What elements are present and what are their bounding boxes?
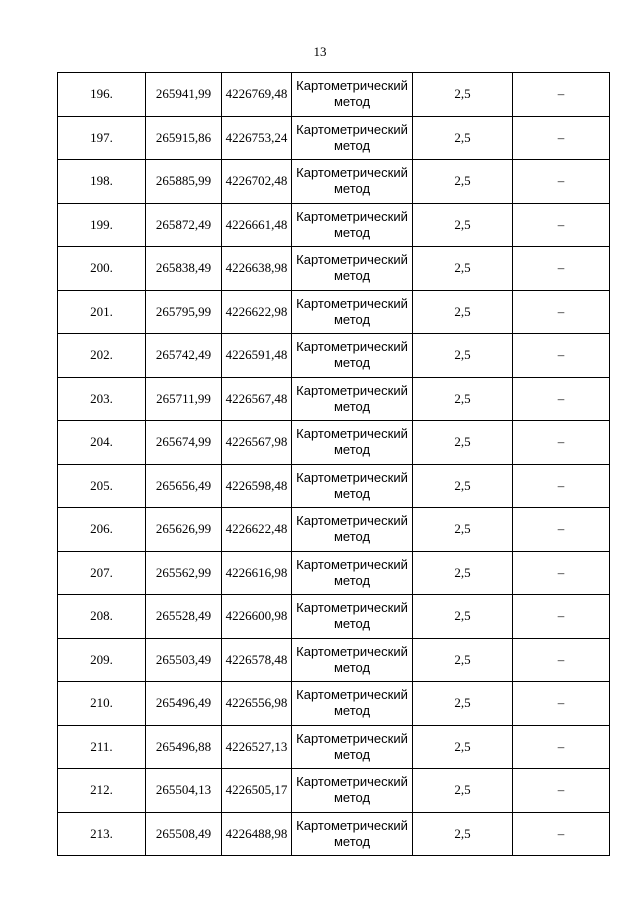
point-number-cell: 213.	[58, 812, 146, 856]
method-cell	[292, 160, 413, 204]
method-line-1: Картометрический	[296, 208, 408, 224]
table-row	[58, 203, 610, 247]
table-row	[58, 551, 610, 595]
method-line-1: Картометрический	[296, 600, 408, 616]
point-number-cell: 199.	[58, 203, 146, 247]
note-cell: –	[513, 812, 610, 856]
method-line-2: метод	[333, 616, 371, 632]
method-cell	[292, 682, 413, 726]
y-coordinate-cell: 4226598,48	[222, 464, 292, 508]
table-row	[58, 334, 610, 378]
accuracy-cell: 2,5	[413, 73, 513, 117]
method-line-1: Картометрический	[296, 78, 408, 94]
accuracy-cell: 2,5	[413, 595, 513, 639]
method-line-1: Картометрический	[296, 513, 408, 529]
method-line-1: Картометрический	[296, 687, 408, 703]
method-line-1: Картометрический	[296, 817, 408, 833]
table-row	[58, 812, 610, 856]
method-line-2: метод	[333, 181, 371, 197]
point-number-cell: 204.	[58, 421, 146, 465]
note-cell: –	[513, 290, 610, 334]
table-row	[58, 682, 610, 726]
method-cell	[292, 595, 413, 639]
accuracy-cell: 2,5	[413, 203, 513, 247]
note-cell: –	[513, 203, 610, 247]
method-cell	[292, 551, 413, 595]
y-coordinate-cell: 4226616,98	[222, 551, 292, 595]
point-number-cell: 197.	[58, 116, 146, 160]
method-line-1: Картометрический	[296, 730, 408, 746]
accuracy-cell: 2,5	[413, 725, 513, 769]
point-number-cell: 196.	[58, 73, 146, 117]
y-coordinate-cell: 4226661,48	[222, 203, 292, 247]
y-coordinate-cell: 4226505,17	[222, 769, 292, 813]
point-number-cell: 209.	[58, 638, 146, 682]
method-line-1: Картометрический	[296, 774, 408, 790]
accuracy-cell: 2,5	[413, 769, 513, 813]
method-line-2: метод	[333, 833, 371, 849]
table-row	[58, 725, 610, 769]
method-cell	[292, 377, 413, 421]
method-line-2: метод	[333, 703, 371, 719]
method-cell	[292, 812, 413, 856]
x-coordinate-cell: 265872,49	[146, 203, 222, 247]
x-coordinate-cell: 265496,88	[146, 725, 222, 769]
table-row	[58, 160, 610, 204]
point-number-cell: 203.	[58, 377, 146, 421]
table-row	[58, 464, 610, 508]
x-coordinate-cell: 265503,49	[146, 638, 222, 682]
note-cell: –	[513, 595, 610, 639]
accuracy-cell: 2,5	[413, 116, 513, 160]
note-cell: –	[513, 377, 610, 421]
note-cell: –	[513, 769, 610, 813]
method-line-2: метод	[333, 94, 371, 110]
method-cell	[292, 638, 413, 682]
method-cell	[292, 769, 413, 813]
method-cell	[292, 290, 413, 334]
accuracy-cell: 2,5	[413, 377, 513, 421]
point-number-cell: 208.	[58, 595, 146, 639]
y-coordinate-cell: 4226769,48	[222, 73, 292, 117]
method-line-2: метод	[333, 224, 371, 240]
x-coordinate-cell: 265504,13	[146, 769, 222, 813]
note-cell: –	[513, 116, 610, 160]
note-cell: –	[513, 73, 610, 117]
table-row	[58, 116, 610, 160]
x-coordinate-cell: 265742,49	[146, 334, 222, 378]
coordinates-table	[57, 72, 610, 856]
x-coordinate-cell: 265915,86	[146, 116, 222, 160]
y-coordinate-cell: 4226591,48	[222, 334, 292, 378]
point-number-cell: 206.	[58, 508, 146, 552]
note-cell: –	[513, 160, 610, 204]
point-number-cell: 212.	[58, 769, 146, 813]
accuracy-cell: 2,5	[413, 334, 513, 378]
accuracy-cell: 2,5	[413, 551, 513, 595]
method-line-2: метод	[333, 311, 371, 327]
x-coordinate-cell: 265496,49	[146, 682, 222, 726]
x-coordinate-cell: 265528,49	[146, 595, 222, 639]
y-coordinate-cell: 4226556,98	[222, 682, 292, 726]
table-row	[58, 73, 610, 117]
method-line-1: Картометрический	[296, 469, 408, 485]
note-cell: –	[513, 682, 610, 726]
method-line-2: метод	[333, 398, 371, 414]
note-cell: –	[513, 551, 610, 595]
method-line-1: Картометрический	[296, 121, 408, 137]
x-coordinate-cell: 265795,99	[146, 290, 222, 334]
accuracy-cell: 2,5	[413, 638, 513, 682]
method-cell	[292, 334, 413, 378]
y-coordinate-cell: 4226753,24	[222, 116, 292, 160]
point-number-cell: 207.	[58, 551, 146, 595]
y-coordinate-cell: 4226622,98	[222, 290, 292, 334]
x-coordinate-cell: 265838,49	[146, 247, 222, 291]
table-row	[58, 247, 610, 291]
x-coordinate-cell: 265885,99	[146, 160, 222, 204]
point-number-cell: 201.	[58, 290, 146, 334]
note-cell: –	[513, 247, 610, 291]
method-cell	[292, 421, 413, 465]
x-coordinate-cell: 265562,99	[146, 551, 222, 595]
table-row	[58, 638, 610, 682]
y-coordinate-cell: 4226567,98	[222, 421, 292, 465]
method-line-2: метод	[333, 746, 371, 762]
method-cell	[292, 464, 413, 508]
note-cell: –	[513, 464, 610, 508]
method-line-2: метод	[333, 442, 371, 458]
method-line-1: Картометрический	[296, 382, 408, 398]
note-cell: –	[513, 638, 610, 682]
table-row	[58, 595, 610, 639]
method-line-1: Картометрический	[296, 643, 408, 659]
accuracy-cell: 2,5	[413, 421, 513, 465]
method-line-1: Картометрический	[296, 295, 408, 311]
x-coordinate-cell: 265674,99	[146, 421, 222, 465]
method-line-1: Картометрический	[296, 252, 408, 268]
x-coordinate-cell: 265711,99	[146, 377, 222, 421]
method-line-2: метод	[333, 572, 371, 588]
method-cell	[292, 116, 413, 160]
method-line-1: Картометрический	[296, 426, 408, 442]
x-coordinate-cell: 265656,49	[146, 464, 222, 508]
point-number-cell: 200.	[58, 247, 146, 291]
y-coordinate-cell: 4226638,98	[222, 247, 292, 291]
point-number-cell: 211.	[58, 725, 146, 769]
y-coordinate-cell: 4226488,98	[222, 812, 292, 856]
table-row	[58, 377, 610, 421]
point-number-cell: 210.	[58, 682, 146, 726]
table-row	[58, 290, 610, 334]
method-line-2: метод	[333, 268, 371, 284]
table-row	[58, 508, 610, 552]
accuracy-cell: 2,5	[413, 464, 513, 508]
method-cell	[292, 247, 413, 291]
note-cell: –	[513, 725, 610, 769]
table-row	[58, 769, 610, 813]
accuracy-cell: 2,5	[413, 160, 513, 204]
method-line-1: Картометрический	[296, 165, 408, 181]
method-cell	[292, 203, 413, 247]
y-coordinate-cell: 4226567,48	[222, 377, 292, 421]
method-line-2: метод	[333, 529, 371, 545]
method-cell	[292, 508, 413, 552]
y-coordinate-cell: 4226527,13	[222, 725, 292, 769]
accuracy-cell: 2,5	[413, 682, 513, 726]
note-cell: –	[513, 508, 610, 552]
method-line-2: метод	[333, 659, 371, 675]
page-number: 13	[313, 44, 327, 59]
y-coordinate-cell: 4226702,48	[222, 160, 292, 204]
x-coordinate-cell: 265941,99	[146, 73, 222, 117]
note-cell: –	[513, 334, 610, 378]
accuracy-cell: 2,5	[413, 812, 513, 856]
method-line-2: метод	[333, 137, 371, 153]
method-line-1: Картометрический	[296, 339, 408, 355]
y-coordinate-cell: 4226600,98	[222, 595, 292, 639]
method-line-2: метод	[333, 790, 371, 806]
method-cell	[292, 73, 413, 117]
accuracy-cell: 2,5	[413, 508, 513, 552]
y-coordinate-cell: 4226578,48	[222, 638, 292, 682]
x-coordinate-cell: 265508,49	[146, 812, 222, 856]
accuracy-cell: 2,5	[413, 290, 513, 334]
table-row	[58, 421, 610, 465]
method-cell	[292, 725, 413, 769]
point-number-cell: 205.	[58, 464, 146, 508]
method-line-2: метод	[333, 355, 371, 371]
y-coordinate-cell: 4226622,48	[222, 508, 292, 552]
table-body	[58, 73, 610, 856]
x-coordinate-cell: 265626,99	[146, 508, 222, 552]
method-line-2: метод	[333, 485, 371, 501]
point-number-cell: 198.	[58, 160, 146, 204]
accuracy-cell: 2,5	[413, 247, 513, 291]
method-line-1: Картометрический	[296, 556, 408, 572]
note-cell: –	[513, 421, 610, 465]
point-number-cell: 202.	[58, 334, 146, 378]
